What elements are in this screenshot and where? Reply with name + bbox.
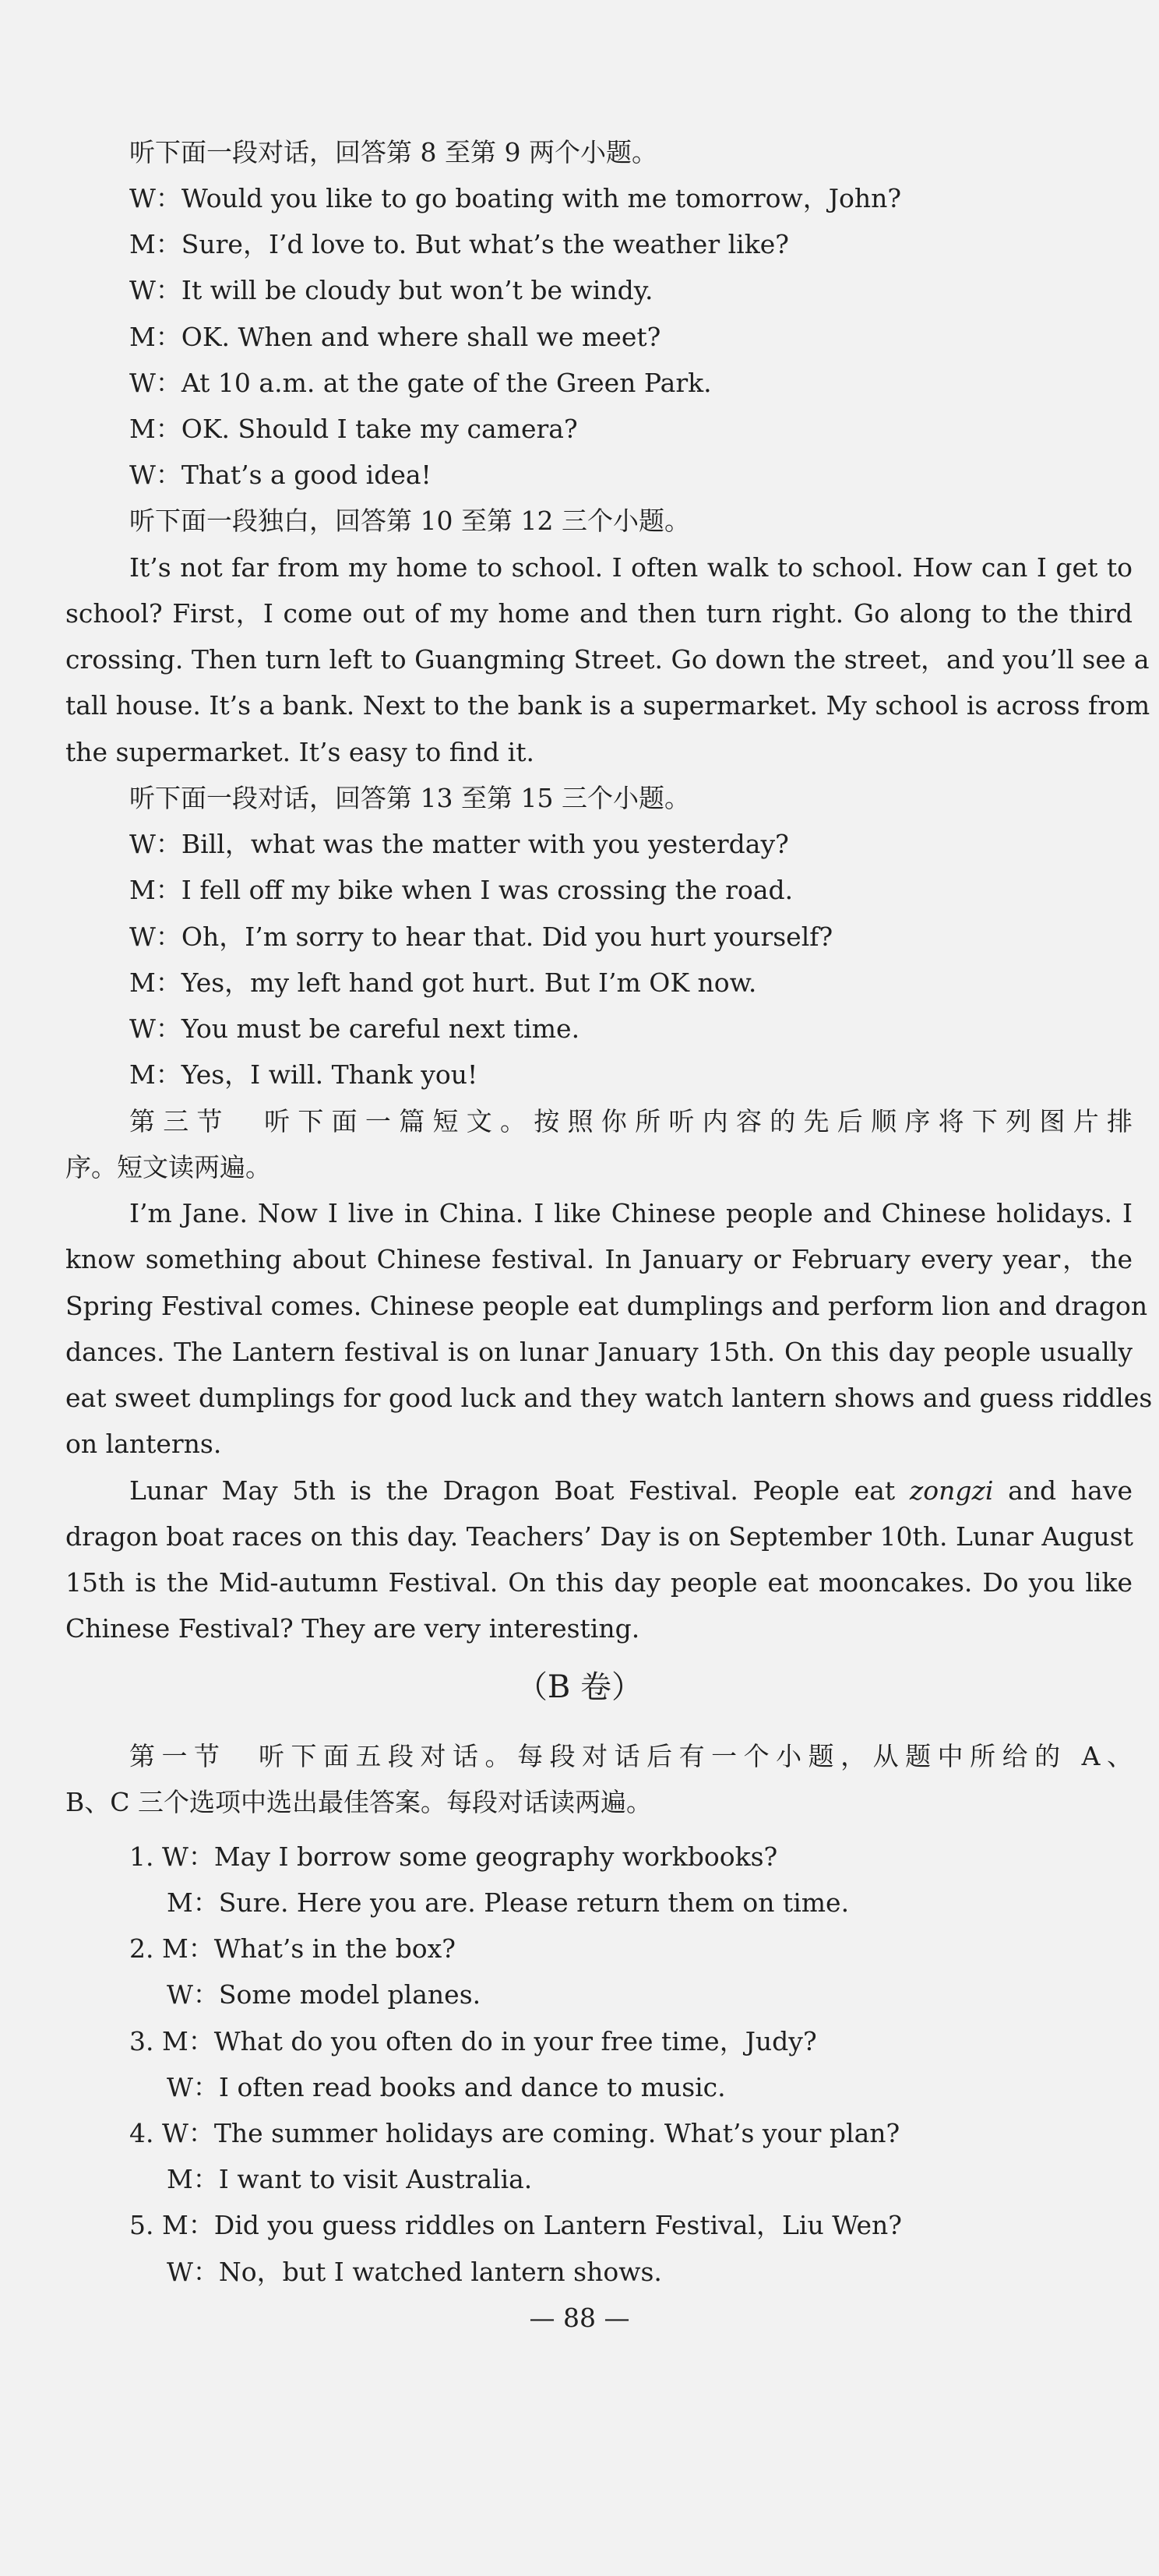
passage-line: on lanterns.: [65, 1429, 222, 1459]
monologue-line: crossing. Then turn left to Guangming Street. Go down the street，and you’ll see a: [65, 644, 1150, 675]
dialog-line: M：Yes，my left hand got hurt. But I’m OK now.: [129, 967, 757, 998]
question-line: 2. M：What’s in the box?: [129, 1933, 456, 1964]
passage-line: dances. The Lantern festival is on lunar January 15th. On this day people usually: [65, 1337, 1133, 1367]
dialog-line: W：Would you like to go boating with me tomorrow，John?: [129, 183, 902, 213]
answer-line: W：Some model planes.: [167, 1979, 481, 2010]
answer-line: M：Sure. Here you are. Please return them on time.: [167, 1887, 850, 1918]
section-header-10-12: 听下面一段独白，回答第 10 至第 12 三个小题。: [129, 506, 690, 536]
page-number: — 88 —: [529, 2303, 630, 2333]
passage-text: and have: [993, 1475, 1133, 1506]
question-line: 4. W：The summer holidays are coming. What’s your plan?: [129, 2118, 900, 2148]
dialog-line: M：Yes，I will. Thank you!: [129, 1059, 478, 1090]
question-line: 3. M：What do you often do in your free time，Judy?: [129, 2026, 817, 2056]
dialog-line: W：That’s a good idea!: [129, 460, 432, 490]
dialog-line: M：OK. Should I take my camera?: [129, 414, 578, 444]
passage-line: I’m Jane. Now I live in China. I like Chinese people and Chinese holidays. I: [129, 1198, 1133, 1228]
passage-line: eat sweet dumplings for good luck and they watch lantern shows and guess riddles: [65, 1383, 1153, 1413]
dialog-line: M：I fell off my bike when I was crossing the road.: [129, 875, 794, 905]
section-b-title: （B 卷）: [516, 1669, 643, 1705]
section-header-8-9: 听下面一段对话，回答第 8 至第 9 两个小题。: [129, 137, 657, 167]
monologue-line: It’s not far from my home to school. I often walk to school. How can I get to: [129, 552, 1133, 583]
dialog-line: W：At 10 a.m. at the gate of the Green Park.: [129, 368, 712, 398]
passage-line: dragon boat races on this day. Teachers’ Day is on September 10th. Lunar August: [65, 1521, 1133, 1552]
dialog-line: M：OK. When and where shall we meet?: [129, 322, 661, 352]
answer-line: W：I often read books and dance to music.: [167, 2072, 726, 2102]
section3-header: 序。短文读两遍。: [65, 1152, 271, 1182]
passage-line: 15th is the Mid-autumn Festival. On this day people eat mooncakes. Do you like: [65, 1567, 1133, 1598]
dialog-line: W：It will be cloudy but won’t be windy.: [129, 275, 653, 305]
passage-line: [129, 1475, 1133, 1506]
answer-line: M：I want to visit Australia.: [167, 2164, 533, 2194]
answer-line: W：No，but I watched lantern shows.: [167, 2257, 662, 2287]
dialog-line: W：Bill，what was the matter with you yesterday?: [129, 829, 789, 859]
passage-line: Chinese Festival? They are very interesting.: [65, 1613, 640, 1644]
dialog-line: W：You must be careful next time.: [129, 1013, 580, 1044]
dialog-line: W：Oh，I’m sorry to hear that. Did you hurt yourself?: [129, 922, 833, 952]
monologue-line: school? First，I come out of my home and then turn right. Go along to the third: [65, 598, 1133, 629]
section1-header: B、C 三个选项中选出最佳答案。每段对话读两遍。: [65, 1787, 652, 1817]
section1-header: 第一节 听下面五段对话。每段对话后有一个小题，从题中所给的 A、: [129, 1741, 1133, 1771]
section3-header: 第三节 听下面一篇短文。按照你所听内容的先后顺序将下列图片排: [129, 1106, 1133, 1136]
monologue-line: tall house. It’s a bank. Next to the bank is a supermarket. My school is across from: [65, 690, 1150, 721]
dialog-line: M：Sure，I’d love to. But what’s the weather like?: [129, 229, 789, 259]
monologue-line: the supermarket. It’s easy to find it.: [65, 737, 534, 767]
question-line: 5. M：Did you guess riddles on Lantern Festival，Liu Wen?: [129, 2210, 902, 2240]
passage-italic-word: zongzi: [909, 1475, 994, 1506]
passage-line: Spring Festival comes. Chinese people eat dumplings and perform lion and dragon: [65, 1291, 1148, 1321]
passage-text: Lunar May 5th is the Dragon Boat Festival. People eat: [129, 1475, 910, 1506]
section-header-13-15: 听下面一段对话，回答第 13 至第 15 三个小题。: [129, 783, 690, 813]
question-line: 1. W：May I borrow some geography workbooks?: [129, 1841, 778, 1872]
passage-line: know something about Chinese festival. In January or February every year，the: [65, 1244, 1133, 1274]
